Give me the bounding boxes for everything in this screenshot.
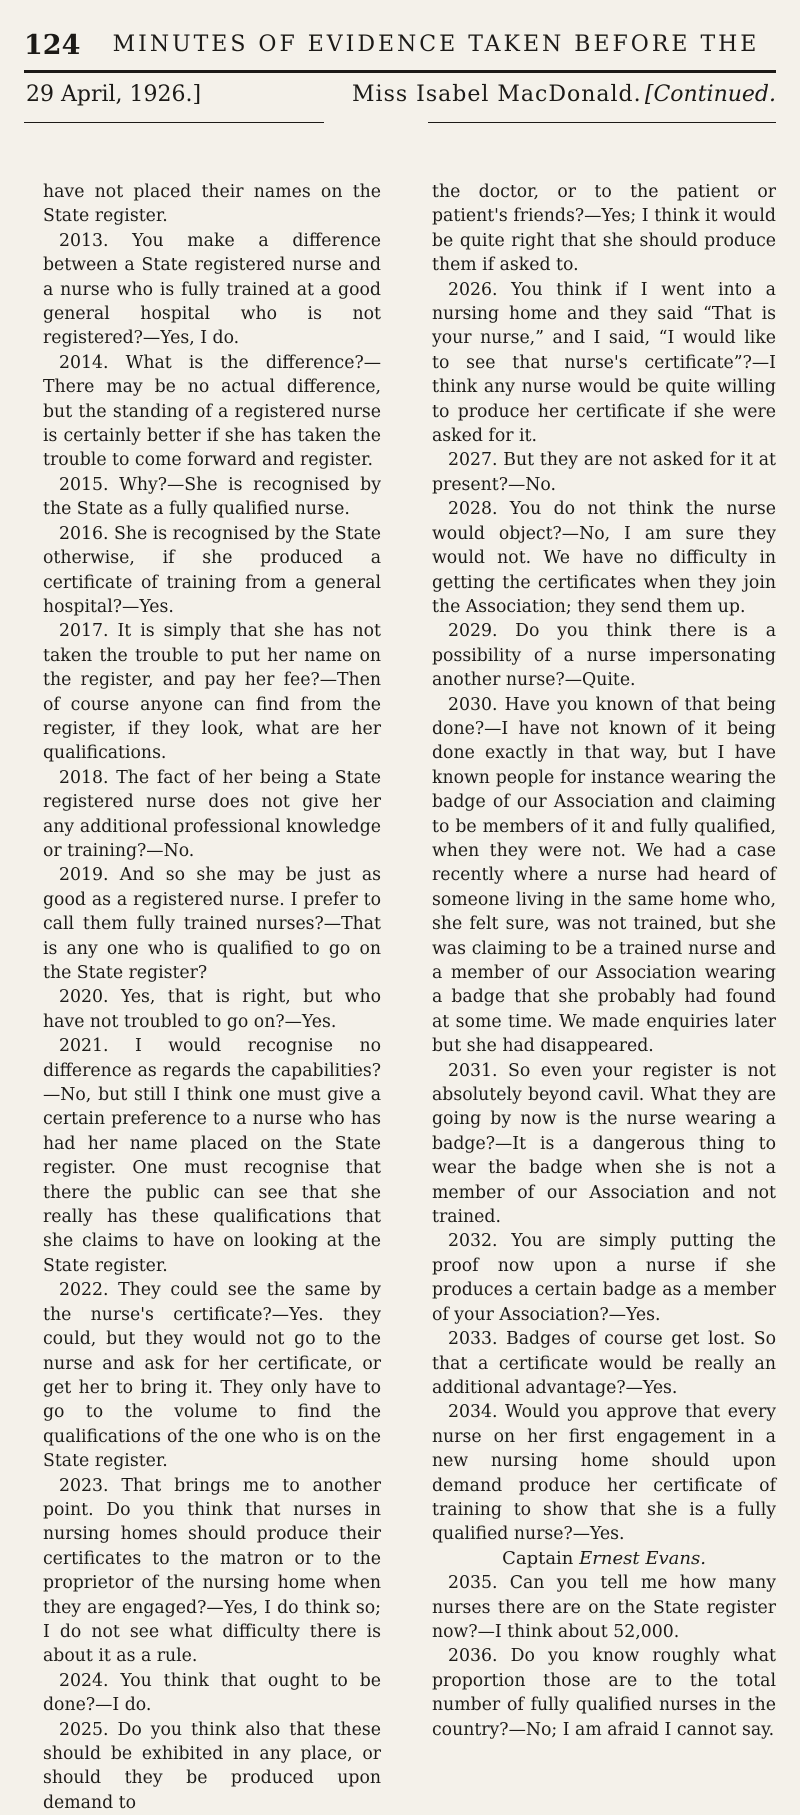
paragraph: 2025. Do you think also that these should be exhibited in any place, or should they be produced upon demand to bbox=[43, 1719, 381, 1813]
running-title: MINUTES OF EVIDENCE TAKEN BEFORE THE bbox=[112, 32, 760, 57]
paragraph: have not placed their names on the State register. bbox=[43, 182, 381, 227]
header-rule bbox=[24, 70, 776, 73]
paragraph: 2029. Do you think there is a possibility of a nurse impersonating another nurse?—Quite. bbox=[432, 621, 776, 691]
continued-label: [Continued. bbox=[644, 82, 776, 107]
paragraph: 2027. But they are not asked for it at present?—No. bbox=[432, 450, 776, 495]
page-header bbox=[24, 30, 776, 66]
speaker-heading bbox=[432, 1547, 776, 1571]
paragraph: 2013. You make a difference between a State registered nurse and a nurse who is fully trained at a good general hospital who is not registered?—Yes, I do. bbox=[43, 230, 381, 349]
paragraph: 2035. Can you tell me how many nurses there are on the State register now?—I think about 52,000. bbox=[432, 1573, 776, 1642]
paragraph: 2017. It is simply that she has not taken the trouble to put her name on the register, and pay her fee?—Then of course anyone can find from the register, if they look, what are her qualifications. bbox=[43, 621, 381, 764]
page-subheader bbox=[24, 82, 776, 116]
paragraph: 2018. The fact of her being a State registered nurse does not give her any additional professional knowledge or training?—No. bbox=[43, 767, 381, 861]
speaker-prefix: Captain bbox=[502, 1547, 574, 1569]
speaker-name: Ernest Evans. bbox=[579, 1547, 706, 1569]
left-column bbox=[43, 180, 381, 1815]
paragraph: the doctor, or to the patient or patient's friends?—Yes; I think it would be quite right that she should produce them if asked to. bbox=[432, 182, 776, 276]
paragraph: 2036. Do you know roughly what proportion those are to the total number of fully qualified nurses in the country?—No; I am afraid I cannot say. bbox=[432, 1646, 776, 1740]
paragraph: 2032. You are simply putting the proof now upon a nurse if she produces a certain badge as a member of your Association?—Yes. bbox=[432, 1231, 776, 1325]
paragraph: 2033. Badges of course get lost. So that a certificate would be really an additional advantage?—Yes. bbox=[432, 1329, 776, 1398]
paragraph: 2016. She is recognised by the State otherwise, if she produced a certificate of training from a general hospital?—Yes. bbox=[43, 523, 381, 617]
paragraph: 2028. You do not think the nurse would object?—No, I am sure they would not. We have no difficulty in getting the certificates when they join the Association; they send them up. bbox=[432, 499, 776, 617]
paragraph: 2019. And so she may be just as good as a registered nurse. I prefer to call them fully trained nurses?—That is any one who is qualified to go on the State register? bbox=[43, 865, 381, 983]
witness-name: Miss Isabel MacDonald. bbox=[352, 82, 642, 107]
paragraph: 2030. Have you known of that being done?—I have not known of it being done exactly in that way, but I have known people for instance wearing the badge of our Association and claiming to be members of it and fully qualified, when they were not. We had a case recently where a nurse had heard of someone living in the same home who, she felt sure, was not trained, but she was claiming to be a trained nurse and a member of our Association wearing a badge that she probably had found at some time. We made enquiries later but she had disappeared. bbox=[432, 694, 776, 1057]
right-column bbox=[432, 180, 776, 1742]
paragraph: 2034. Would you approve that every nurse on her first engagement in a new nursing home should upon demand produce her certificate of training to show that she is a fully qualified nurse?—Yes. bbox=[432, 1402, 776, 1545]
subheader-rule-left bbox=[24, 122, 324, 123]
paragraph: 2023. That brings me to another point. Do you think that nurses in nursing homes should produce their certificates to the matron or to the proprietor of the nursing home when they are engaged?—Yes, I do think so; I do not see what difficulty there is about it as a rule. bbox=[43, 1475, 381, 1667]
page-number: 124 bbox=[24, 30, 81, 61]
paragraph: 2015. Why?—She is recognised by the State as a fully qualified nurse. bbox=[43, 474, 381, 520]
paragraph: 2022. They could see the same by the nurse's certificate?—Yes. they could, but they would not go to the nurse and ask for her certificate, or get her to bring it. They only have to go to the volume to find the qualifications of the one who is on the State register. bbox=[43, 1280, 381, 1472]
paragraph: 2021. I would recognise no difference as regards the capabilities?—No, but still I think one must give a certain preference to a nurse who has had her name placed on the State register. One must recognise that there the public can see that she really has these qualifications that she claims to have on looking at the State register. bbox=[43, 1036, 381, 1276]
paragraph: 2026. You think if I went into a nursing home and they said “That is your nurse,” and I said, “I would like to see that nurse's certificate”?—I think any nurse would be quite willing to produce her certificate if she were asked for it. bbox=[432, 279, 776, 447]
paragraph: 2014. What is the difference?—There may be no actual difference, but the standing of a registered nurse is certainly better if she has taken the trouble to come forward and register. bbox=[43, 352, 381, 471]
paragraph: 2031. So even your register is not absolutely beyond cavil. What they are going by now is the nurse wearing a badge?—It is a dangerous thing to wear the badge when she is not a member of our Association and not trained. bbox=[432, 1060, 776, 1228]
subheader-rule-right bbox=[428, 122, 776, 123]
paragraph: 2020. Yes, that is right, but who have not troubled to go on?—Yes. bbox=[43, 987, 381, 1032]
paragraph: 2024. You think that ought to be done?—I do. bbox=[43, 1670, 381, 1716]
session-date: 29 April, 1926.] bbox=[26, 82, 202, 107]
